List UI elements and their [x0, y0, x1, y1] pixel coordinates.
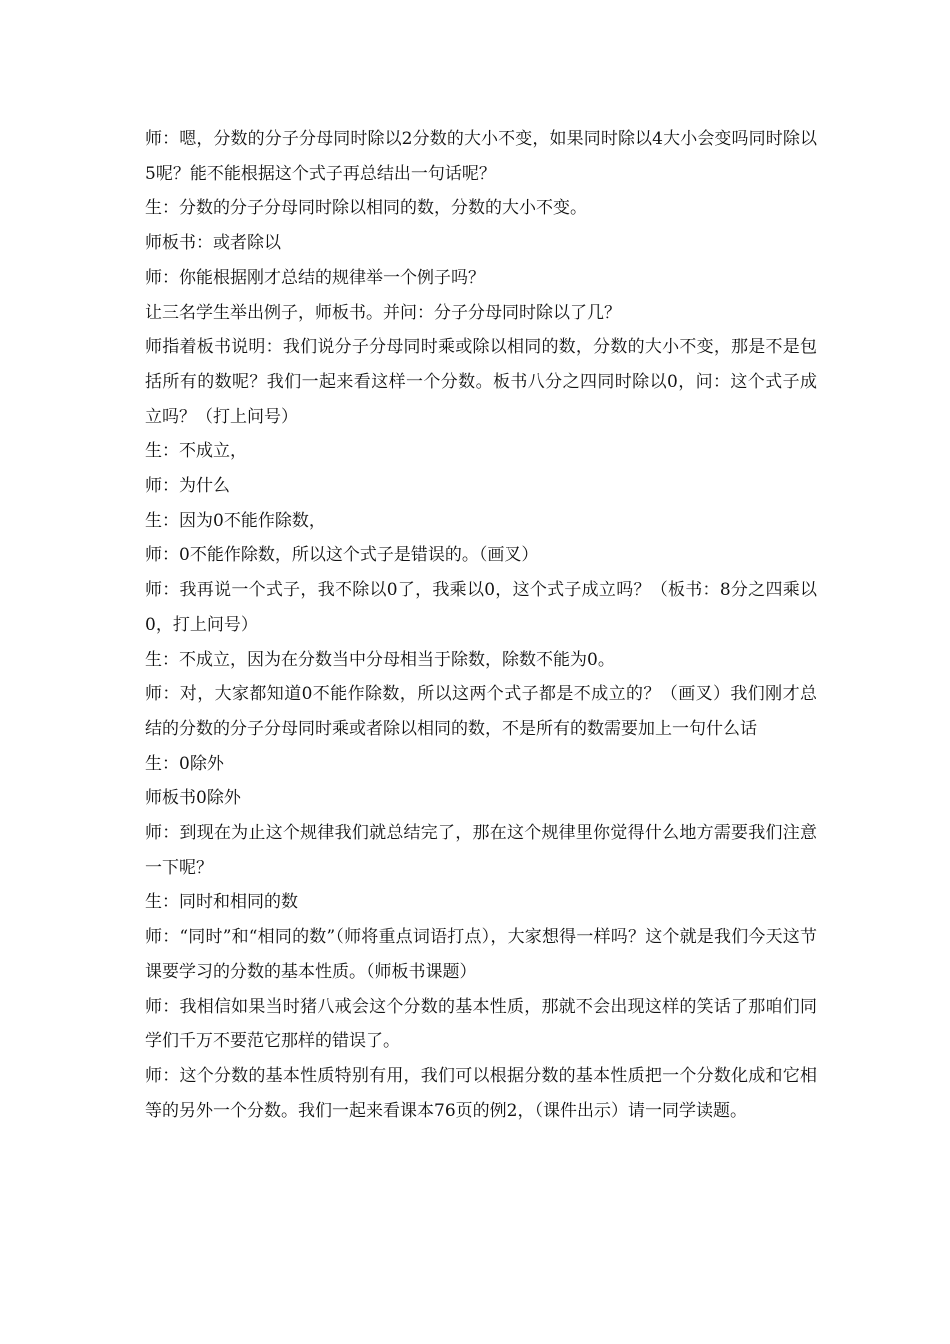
paragraph-20: 师：这个分数的基本性质特别有用，我们可以根据分数的基本性质把一个分数化成和它相等的另外一个分数。我们一起来看课本76页的例2，（课件出示）请一同学读题。	[145, 1065, 817, 1121]
paragraph-11: 师：我再说一个式子，我不除以0了，我乘以0，这个式子成立吗？（板书：8分之四乘以0，打上问号）	[145, 580, 817, 635]
paragraph-14: 生：0除外	[145, 753, 224, 774]
paragraph-10: 师：0不能作除数，所以这个式子是错误的。（画叉）	[145, 545, 539, 566]
paragraph-9: 生：因为0不能作除数，	[145, 510, 326, 531]
paragraph-1: 师：嗯，分数的分子分母同时除以2分数的大小不变，如果同时除以4大小会变吗同时除以5呢？能不能根据这个式子再总结出一句话呢？	[145, 129, 817, 184]
paragraph-5: 让三名学生举出例子，师板书。并问：分子分母同时除以了几？	[145, 302, 621, 323]
paragraph-19: 师：我相信如果当时猪八戒会这个分数的基本性质，那就不会出现这样的笑话了那咱们同学们千万不要范它那样的错误了。	[145, 996, 817, 1052]
document-body	[145, 122, 817, 1128]
paragraph-17: 生：同时和相同的数	[145, 892, 298, 913]
paragraph-12: 生：不成立，因为在分数当中分母相当于除数，除数不能为0。	[145, 649, 615, 670]
paragraph-16: 师：到现在为止这个规律我们就总结完了，那在这个规律里你觉得什么地方需要我们注意一下呢？	[145, 823, 817, 878]
paragraph-8: 师：为什么	[145, 476, 230, 497]
paragraph-3: 师板书：或者除以	[145, 233, 281, 254]
paragraph-2: 生：分数的分子分母同时除以相同的数，分数的大小不变。	[145, 198, 587, 219]
paragraph-13: 师：对，大家都知道0不能作除数，所以这两个式子都是不成立的？（画叉）我们刚才总结的分数的分子分母同时乘或者除以相同的数，不是所有的数需要加上一句什么话	[145, 684, 817, 739]
paragraph-4: 师：你能根据刚才总结的规律举一个例子吗？	[145, 267, 485, 288]
paragraph-15: 师板书0除外	[145, 788, 241, 809]
paragraph-18: 师：“同时”和“相同的数”（师将重点词语打点），大家想得一样吗？这个就是我们今天这节课要学习的分数的基本性质。（师板书课题）	[145, 927, 817, 982]
paragraph-7: 生：不成立，	[145, 441, 247, 462]
paragraph-6: 师指着板书说明：我们说分子分母同时乘或除以相同的数，分数的大小不变，那是不是包括所有的数呢？我们一起来看这样一个分数。板书八分之四同时除以0，问：这个式子成立吗？（打上问号）	[145, 337, 817, 427]
